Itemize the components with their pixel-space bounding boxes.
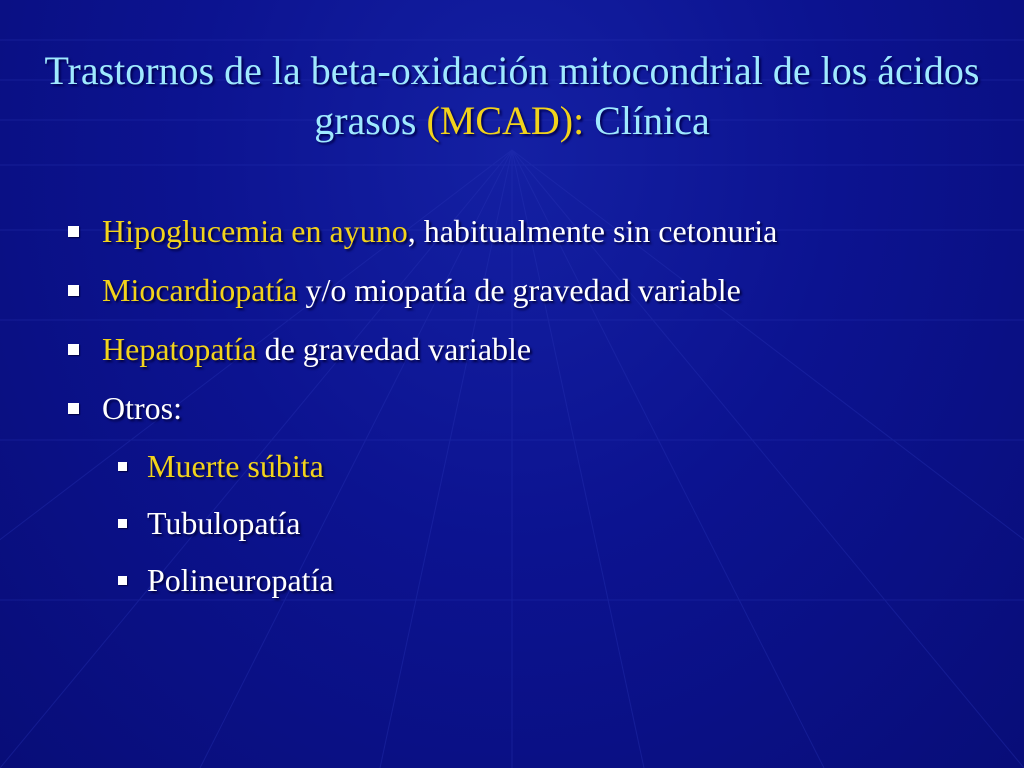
square-bullet-icon — [118, 576, 127, 585]
square-bullet-icon — [68, 344, 79, 355]
bullet-item-otros — [0, 379, 1024, 438]
bullet-text: Otros: — [102, 390, 182, 426]
bullet-highlight: Hepatopatía — [102, 331, 257, 367]
bullet-text: de gravedad variable — [256, 331, 532, 367]
square-bullet-icon — [68, 285, 79, 296]
title-text-accent: (MCAD): — [426, 98, 585, 143]
bullet-text: y/o miopatía de gravedad variable — [297, 272, 741, 308]
bullet-item-hipoglucemia — [0, 202, 1024, 261]
square-bullet-icon — [68, 226, 79, 237]
bullet-text: Tubulopatía — [147, 505, 301, 541]
bullet-text: Polineuropatía — [147, 562, 334, 598]
square-bullet-icon — [118, 519, 127, 528]
square-bullet-icon — [68, 403, 79, 414]
slide-title — [40, 46, 984, 146]
bullet-highlight: Hipoglucemia en ayuno — [102, 213, 408, 249]
bullet-highlight: Miocardiopatía — [102, 272, 298, 308]
sub-bullet-item-muerte-subita — [0, 438, 1024, 495]
square-bullet-icon — [118, 462, 127, 471]
bullet-item-hepatopatia — [0, 320, 1024, 379]
sub-bullet-item-tubulopatia — [0, 495, 1024, 552]
bullet-list — [0, 202, 1024, 609]
bullet-text: , habitualmente sin cetonuria — [407, 213, 778, 249]
sub-bullet-item-polineuropatia — [0, 552, 1024, 609]
title-text-end: Clínica — [584, 98, 710, 143]
bullet-item-miocardiopatia — [0, 261, 1024, 320]
title-text-main: Trastornos de la beta-oxidación mitocondrial de los ácidos grasos — [44, 48, 980, 143]
bullet-highlight: Muerte súbita — [147, 448, 324, 484]
